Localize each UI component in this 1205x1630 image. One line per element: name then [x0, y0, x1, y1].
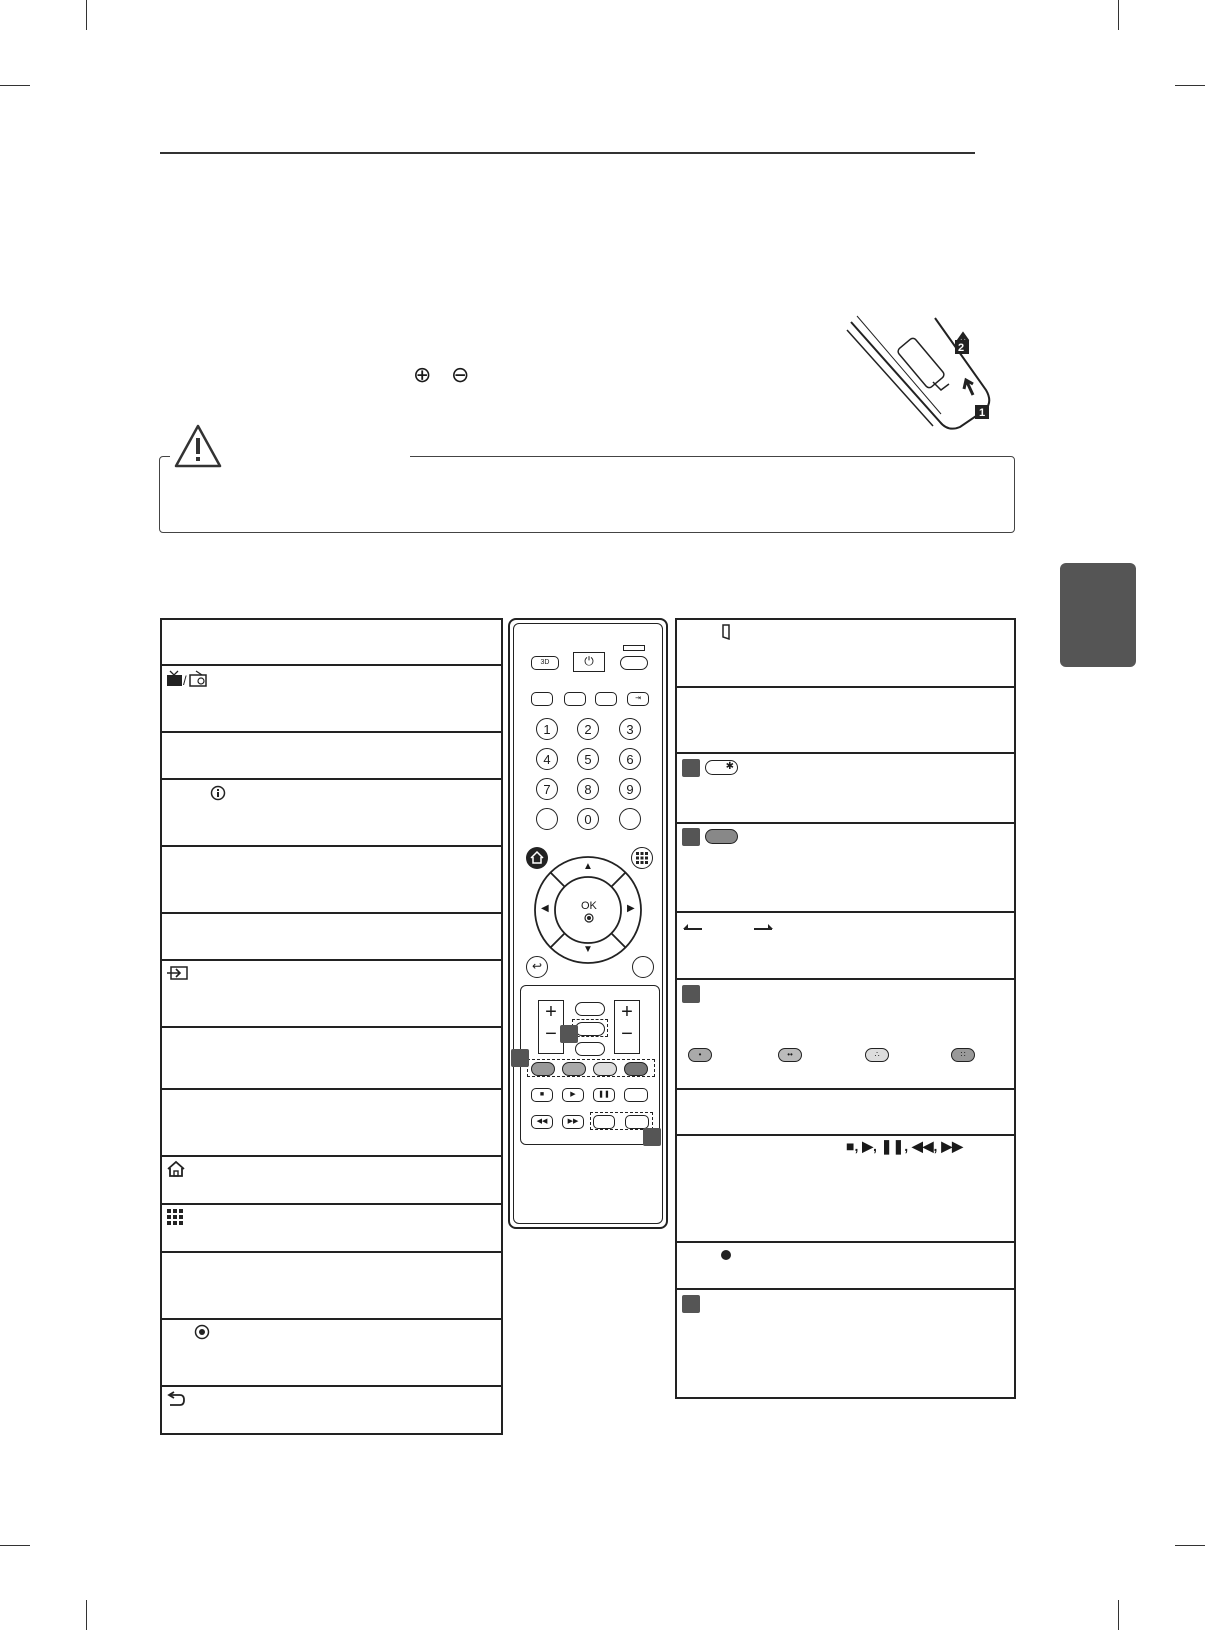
- right-row: [675, 822, 1016, 824]
- right-column: [675, 618, 1016, 1399]
- play-button[interactable]: ▶: [562, 1088, 584, 1102]
- left-row: [160, 664, 503, 666]
- remote-small-button[interactable]: [531, 692, 553, 706]
- crop-mark: [0, 85, 30, 86]
- color-dot-button: ∷: [951, 1048, 975, 1062]
- red-button[interactable]: [531, 1062, 555, 1076]
- number-key[interactable]: 3: [619, 718, 641, 740]
- info-icon: [210, 785, 226, 801]
- left-row: [160, 845, 503, 847]
- number-key[interactable]: 0: [577, 808, 599, 830]
- left-row: [160, 1203, 503, 1205]
- fav-button[interactable]: [575, 1002, 605, 1016]
- right-row: [675, 1288, 1016, 1290]
- remote-small-button[interactable]: [564, 692, 586, 706]
- left-row: [160, 912, 503, 914]
- marker-square: [511, 1049, 529, 1067]
- marker-square: [682, 985, 700, 1003]
- number-key[interactable]: 9: [619, 778, 641, 800]
- function-button[interactable]: [625, 1115, 649, 1129]
- subtitle-button[interactable]: [593, 1115, 615, 1129]
- marker-square: [682, 828, 700, 846]
- number-key[interactable]: 1: [536, 718, 558, 740]
- number-key[interactable]: 2: [577, 718, 599, 740]
- marker-square: [560, 1025, 578, 1043]
- volume-rocker[interactable]: + −: [538, 1000, 564, 1054]
- left-right-arrows-icon: [682, 921, 782, 933]
- number-key[interactable]: 8: [577, 778, 599, 800]
- right-row: [675, 686, 1016, 688]
- marker-square: [643, 1128, 661, 1146]
- right-row: [675, 1088, 1016, 1090]
- playback-controls-icon: ■, ▶, ❚❚, ◀◀, ▶▶: [846, 1138, 963, 1154]
- crop-mark: [1175, 1545, 1205, 1546]
- crop-mark: [86, 0, 87, 30]
- header-rule: [160, 152, 975, 154]
- tv-rad-label: [623, 645, 645, 651]
- record-icon: [720, 1249, 732, 1261]
- crop-mark: [1175, 85, 1205, 86]
- right-row: [675, 911, 1016, 913]
- left-row: [160, 731, 503, 733]
- right-row: [675, 1134, 1016, 1136]
- input-button[interactable]: ⇥: [627, 692, 649, 706]
- wheel-icon: [584, 913, 594, 923]
- battery-cover-illustration: [845, 310, 995, 435]
- pause-button[interactable]: ❚❚: [593, 1088, 615, 1102]
- right-row: [675, 978, 1016, 980]
- warning-triangle-icon: [173, 423, 223, 469]
- right-row: [675, 1241, 1016, 1243]
- home-icon: [166, 1160, 186, 1178]
- stop-button[interactable]: ■: [531, 1088, 553, 1102]
- crop-mark: [0, 1545, 30, 1546]
- exit-icon: [721, 624, 731, 640]
- marker-square: [682, 1295, 700, 1313]
- up-arrow-icon[interactable]: ▲: [583, 861, 593, 872]
- blue-button[interactable]: [624, 1062, 648, 1076]
- left-arrow-icon[interactable]: ◀: [541, 903, 549, 914]
- color-dot-button: ∴: [865, 1048, 889, 1062]
- tv-radio-icon: [166, 670, 208, 688]
- step-1-label: 1: [979, 407, 986, 419]
- left-row: [160, 1155, 503, 1157]
- color-dot-button: •: [688, 1048, 712, 1062]
- caution-box: [159, 456, 1015, 533]
- star-button-icon: ✱: [705, 760, 738, 775]
- crop-mark: [1118, 1600, 1119, 1630]
- fast-forward-button[interactable]: ▶▶: [562, 1115, 584, 1129]
- number-key[interactable]: 6: [619, 748, 641, 770]
- left-row: [160, 1318, 503, 1320]
- list-key[interactable]: [536, 808, 558, 830]
- back-icon: [166, 1391, 186, 1407]
- number-key[interactable]: 7: [536, 778, 558, 800]
- right-arrow-icon[interactable]: ▶: [627, 903, 635, 914]
- color-dot-button: ••: [778, 1048, 802, 1062]
- left-row: [160, 1088, 503, 1090]
- remote-small-button[interactable]: [595, 692, 617, 706]
- yellow-button[interactable]: [593, 1062, 617, 1076]
- exit-button[interactable]: [632, 956, 654, 978]
- side-tab: [1060, 563, 1136, 667]
- input-icon: [166, 965, 190, 981]
- minus-icon: ⊖: [451, 362, 470, 387]
- 3d-button[interactable]: 3D: [531, 656, 559, 670]
- step-2-label: 2: [958, 342, 965, 354]
- left-row: [160, 1251, 503, 1253]
- left-row: [160, 959, 503, 961]
- left-row: [160, 1385, 503, 1387]
- q-view-key[interactable]: [619, 808, 641, 830]
- record-button[interactable]: [624, 1088, 648, 1102]
- crop-mark: [1118, 0, 1119, 30]
- back-button[interactable]: ↩: [526, 956, 548, 978]
- channel-rocker[interactable]: + −: [614, 1000, 640, 1054]
- apps-grid-icon: [166, 1208, 184, 1226]
- power-button[interactable]: ⏻: [573, 652, 605, 672]
- tv-rad-button[interactable]: [620, 656, 648, 670]
- crop-mark: [86, 1600, 87, 1630]
- left-row: [160, 778, 503, 780]
- number-key[interactable]: 5: [577, 748, 599, 770]
- green-button[interactable]: [562, 1062, 586, 1076]
- rewind-button[interactable]: ◀◀: [531, 1115, 553, 1129]
- marker-square: [682, 759, 700, 777]
- down-arrow-icon[interactable]: ▼: [583, 944, 593, 955]
- ok-label[interactable]: OK: [581, 900, 597, 912]
- grey-button-icon: [705, 829, 738, 844]
- svg-text:/: /: [183, 673, 187, 688]
- mute-button[interactable]: [575, 1042, 605, 1056]
- left-row: [160, 1026, 503, 1028]
- plus-icon: ⊕: [413, 362, 432, 387]
- wheel-icon: [194, 1324, 210, 1340]
- right-row: [675, 752, 1016, 754]
- number-key[interactable]: 4: [536, 748, 558, 770]
